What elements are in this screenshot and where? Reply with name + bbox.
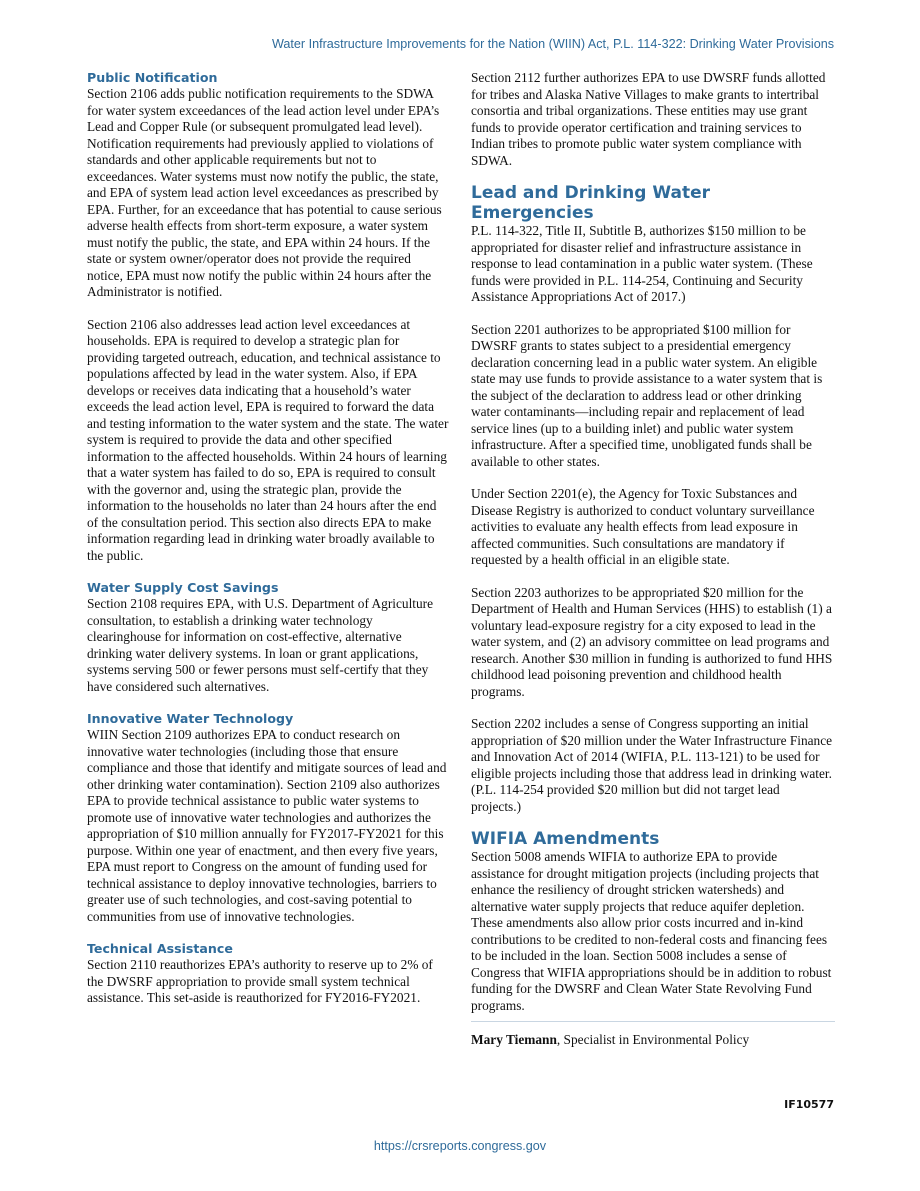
author-title: , Specialist in Environmental Policy bbox=[556, 1032, 750, 1047]
author-line bbox=[471, 1032, 833, 1049]
section-heading-public-notification: Public Notification bbox=[87, 70, 218, 85]
footer-url[interactable]: https://crsreports.congress.gov bbox=[373, 1139, 547, 1153]
paragraph: Under Section 2201(e), the Agency for Toxic Substances and Disease Registry is authorized to conduct voluntary surveillance activities to evaluate any health effects from lead exposure in affected communities. Such consultations are mandatory if requested by a health official in an eligible state. bbox=[471, 486, 815, 567]
paragraph: Section 2106 also addresses lead action level exceedances at households. EPA is required to develop a strategic plan for providing targeted outreach, education, and technical assistance to populations affected by lead in the water system. Also, if EPA develops or receives data indicating that a household’s water exceeds the lead action level, EPA is required to forward the data and testing information to the water system and the state. The water system is required to provide the data and other specified information to the affected households. Within 24 hours of learning that a water system has failed to do so, EPA is required to consult with the governor and, using the strategic plan, provide the information to the households no later than 24 hours after the end of the consultation period. This section also directs EPA to make information regarding lead in drinking water broadly available to the public. bbox=[87, 316, 449, 563]
left-column bbox=[87, 70, 449, 1007]
author-name: Mary Tiemann bbox=[471, 1032, 557, 1047]
section-heading-water-supply: Water Supply Cost Savings bbox=[87, 580, 279, 595]
paragraph: Section 2202 includes a sense of Congress supporting an initial appropriation of $20 million under the Water Infrastructure Finance and Innovation Act of 2014 (WIFIA, P.L. 113-121) to be used for eligible projects including those that address lead in drinking water. (P.L. 114-254 provided $20 million but did not target lead projects.) bbox=[471, 716, 833, 814]
paragraph: P.L. 114-322, Title II, Subtitle B, authorizes $150 million to be appropriated for disaster relief and infrastructure assistance in response to lead contamination in a public water system. (These funds were provided in P.L. 114-254, Continuing and Security Assistance Appropriations Act of 2017.) bbox=[471, 223, 813, 304]
section-heading-innovative-tech: Innovative Water Technology bbox=[87, 711, 294, 726]
section-heading-lead-emergencies: Lead and Drinking Water Emergencies bbox=[471, 183, 710, 223]
divider bbox=[471, 1021, 835, 1022]
paragraph: Section 2106 adds public notification requirements to the SDWA for water system exceedances of the lead action level under EPA’s Lead and Copper Rule (or subsequent promulgated lead level). Notification requirements had previously applied to violations of standards and other applicable requirements but not to exceedances. Water systems must now notify the public, the state, and EPA of system lead action level exceedances as prescribed by EPA. Further, for an exceedance that has potential to cause serious adverse health effects from short-term exposure, a water system must notify the public, the state, and EPA within 24 hours. If the state or system owner/operator does not provide the required notice, EPA must now notify the public within 24 hours after the Administrator is notified. bbox=[87, 86, 442, 299]
paragraph: WIIN Section 2109 authorizes EPA to conduct research on innovative water technologies (including those that ensure compliance and those that identify and mitigate sources of lead and other drinking water contamination). Section 2109 also authorizes EPA to provide technical assistance to public water systems to promote use of innovative water technologies and authorizes the appropriation of $10 million annually for FY2017-FY2021 for this purpose. Within one year of enactment, and then every five years, EPA must report to Congress on the amount of funding used for technical assistance to deploy innovative technologies, barriers to greater use of such technologies, and cost-saving potential to communities from use of innovative technologies. bbox=[87, 727, 447, 924]
section-heading-technical-assistance: Technical Assistance bbox=[87, 941, 233, 956]
paragraph: Section 2112 further authorizes EPA to use DWSRF funds allotted for tribes and Alaska Native Villages to make grants to intertribal consortia and tribal organizations. These entities may use grant funds to provide operator certification and training services to Indian tribes to promote public water system compliance with SDWA. bbox=[471, 70, 826, 168]
section-heading-wifia: WIFIA Amendments bbox=[471, 829, 660, 849]
paragraph: Section 2203 authorizes to be appropriated $20 million for the Department of Health and Human Services (HHS) to establish (1) a voluntary lead-exposure registry for a city exposed to lead in the water system, and (2) an advisory committee on lead programs and research. Another $30 million in funding is authorized to fund HHS childhood lead poisoning prevention and childhood health programs. bbox=[471, 584, 833, 699]
paragraph: Section 2201 authorizes to be appropriated $100 million for DWSRF grants to states subject to a presidential emergency declaration concerning lead in a public water system. An eligible state may use funds to provide assistance to a water system that is the subject of the declaration to address lead or other drinking water contaminants—including repair and replacement of lead service lines (up to a building inlet) and public water system infrastructure. After a specified time, unobligated funds shall be available to other states. bbox=[471, 321, 823, 469]
document-id: IF10577 bbox=[784, 1098, 834, 1111]
paragraph: Section 2108 requires EPA, with U.S. Department of Agriculture consultation, to establish a drinking water technology clearinghouse for information on cost-effective, alternative drinking water delivery systems. In loan or grant applications, systems serving 500 or fewer persons must self-certify that they have considered such alternatives. bbox=[87, 596, 434, 694]
paragraph: Section 2110 reauthorizes EPA’s authority to reserve up to 2% of the DWSRF appropriation to provide small system technical assistance. This set-aside is reauthorized for FY2016-FY2021. bbox=[87, 957, 433, 1005]
paragraph: Section 5008 amends WIFIA to authorize EPA to provide assistance for drought mitigation projects (including projects that enhance the resiliency of drought stricken watersheds) and alternative water supply projects that reduce aquifer depletion. These amendments also allow prior costs incurred and in-kind contributions to be credited to non-federal costs and financing fees to be included in the loan. Section 5008 includes a sense of Congress that WIFIA appropriations should be in addition to robust funding for the DWSRF and Clean Water State Revolving Fund programs. bbox=[471, 849, 832, 1013]
right-column bbox=[471, 70, 833, 1049]
running-header: Water Infrastructure Improvements for the Nation (WIIN) Act, P.L. 114-322: Drinking Water Provisions bbox=[271, 37, 834, 51]
